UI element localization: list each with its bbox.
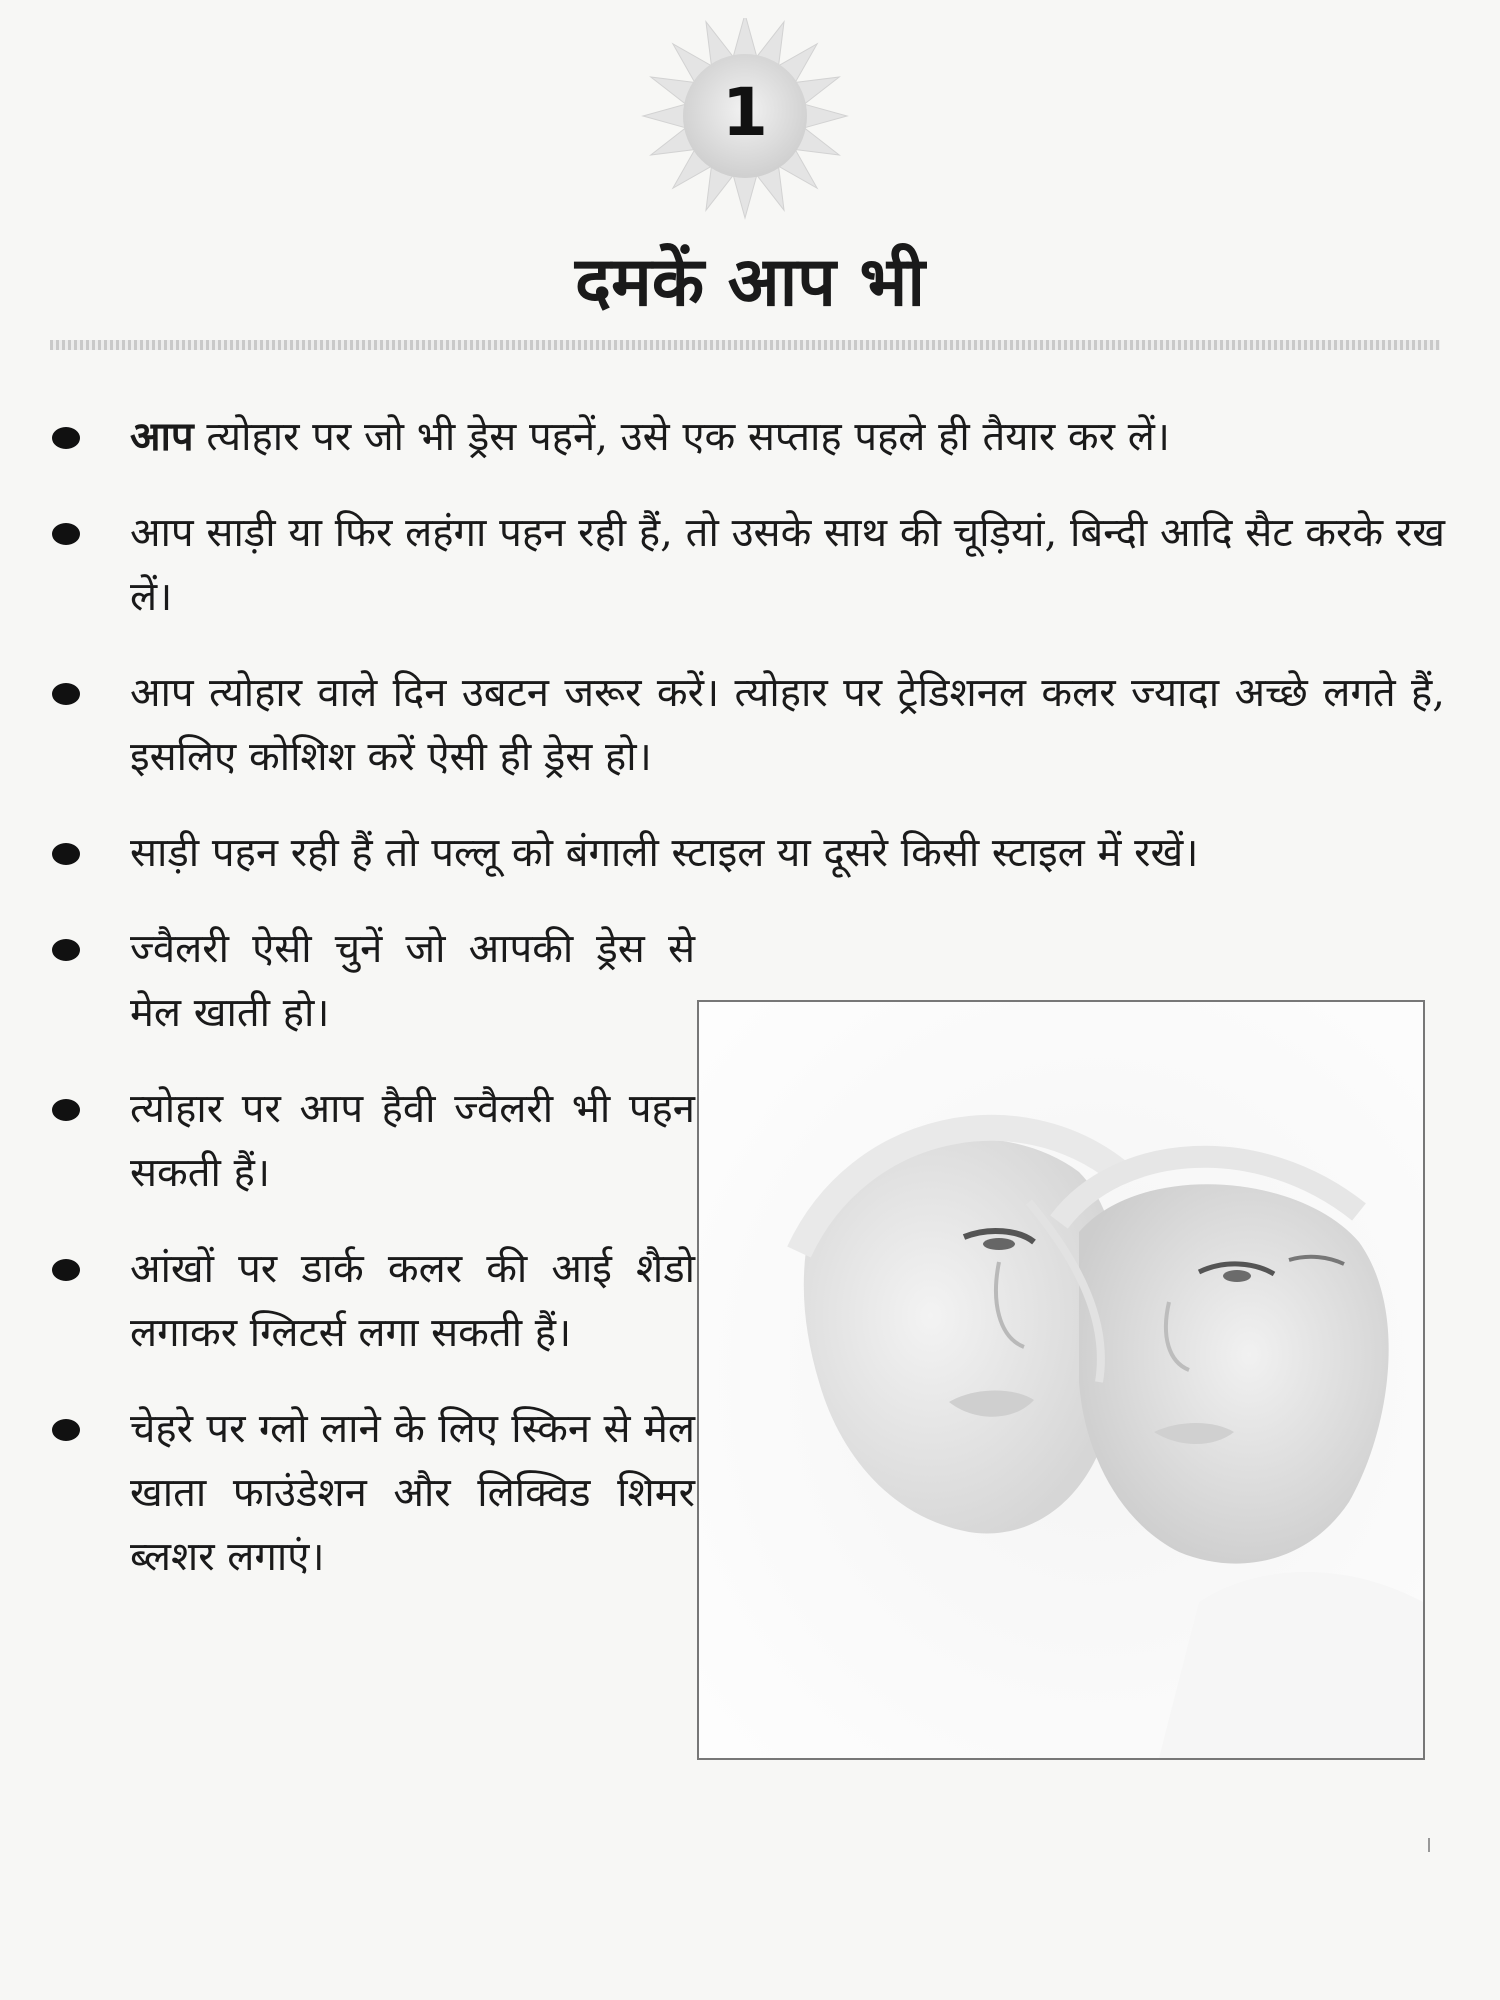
- bullet-dot-icon: [52, 683, 80, 705]
- sun-petal: [733, 175, 757, 218]
- portrait-photo: [697, 1000, 1425, 1760]
- list-item: [50, 501, 1445, 629]
- bullet-dot-icon: [52, 1259, 80, 1281]
- tip-text: आंखों पर डार्क कलर की आई शैडो लगाकर ग्लिटर्स लगा सकती हैं।: [130, 1246, 695, 1356]
- bullet-dot-icon: [52, 1419, 80, 1441]
- bullet-dot-icon: [52, 427, 80, 449]
- list-item: [50, 405, 1445, 469]
- list-item: [50, 661, 1445, 789]
- chapter-number: 1: [722, 74, 768, 151]
- tip-text: त्योहार पर आप हैवी ज्वैलरी भी पहन सकती हैं।: [130, 1086, 695, 1196]
- tip-text: साड़ी पहन रही हैं तो पल्लू को बंगाली स्टाइल या दूसरे किसी स्टाइल में रखें।: [130, 830, 1199, 876]
- list-item: [50, 917, 695, 1045]
- list-item: [50, 1077, 695, 1205]
- bullet-dot-icon: [52, 939, 80, 961]
- title-divider: [50, 340, 1440, 350]
- chapter-badge: [605, 18, 885, 228]
- bullet-dot-icon: [52, 843, 80, 865]
- two-women-portrait-image: [699, 1002, 1423, 1758]
- list-item: [50, 1397, 695, 1589]
- tip-text: त्योहार पर जो भी ड्रेस पहनें, उसे एक सप्ताह पहले ही तैयार कर लें।: [193, 414, 1170, 460]
- tip-lead: आप: [130, 413, 194, 460]
- sun-petal: [733, 18, 757, 57]
- tip-text: आप साड़ी या फिर लहंगा पहन रही हैं, तो उसके साथ की चूड़ियां, बिन्दी आदि सैट करके रख लें।: [130, 510, 1445, 620]
- list-item: [50, 821, 1445, 885]
- tip-text: ज्वैलरी ऐसी चुनें जो आपकी ड्रेस से मेल खाती हो।: [130, 926, 695, 1036]
- chapter-title: दमकें आप भी: [575, 242, 925, 322]
- margin-mark: [1428, 1838, 1430, 1852]
- bullet-dot-icon: [52, 523, 80, 545]
- tip-text: चेहरे पर ग्लो लाने के लिए स्किन से मेल खाता फाउंडेशन और लिक्विड शिमर ब्लशर लगाएं।: [130, 1406, 695, 1580]
- list-item: [50, 1237, 695, 1365]
- bullet-dot-icon: [52, 1099, 80, 1121]
- tip-text: आप त्योहार वाले दिन उबटन जरूर करें। त्योहार पर ट्रेडिशनल कलर ज्यादा अच्छे लगते हैं, इसलिए कोशिश करें ऐसी ही ड्रेस हो।: [130, 670, 1445, 780]
